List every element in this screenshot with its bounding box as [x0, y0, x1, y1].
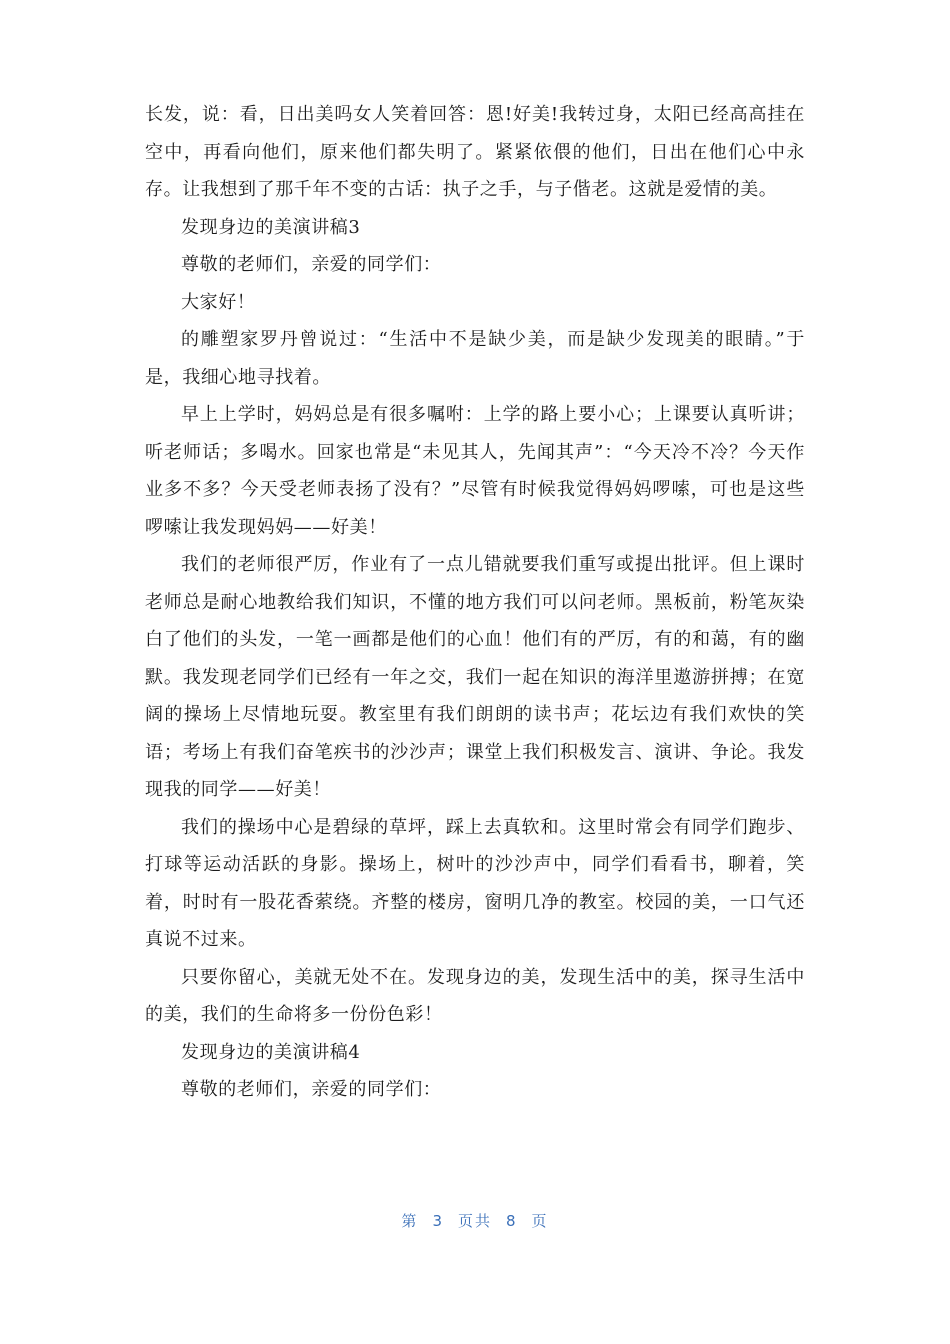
footer-current-page: 3: [432, 1212, 444, 1230]
footer-total-pages: 8: [506, 1212, 518, 1230]
footer-middle: 页共: [457, 1212, 492, 1230]
section-heading: 发现身边的美演讲稿4: [181, 1041, 361, 1063]
document-body: [145, 96, 805, 1109]
paragraph: 的雕塑家罗丹曾说过：“生活中不是缺少美，而是缺少发现美的眼睛。”于是，我细心地寻找着。: [145, 329, 805, 388]
paragraph: 我们的操场中心是碧绿的草坪，踩上去真软和。这里时常会有同学们跑步、打球等运动活跃的身影。操场上，树叶的沙沙声中，同学们看看书，聊着，笑着，时时有一股花香萦绕。齐整的楼房，窗明几净的教室。校园的美，一口气还真说不过来。: [145, 816, 805, 950]
salutation: 尊敬的老师们，亲爱的同学们：: [181, 254, 442, 275]
paragraph: 我们的老师很严厉，作业有了一点儿错就要我们重写或提出批评。但上课时老师总是耐心地教给我们知识，不懂的地方我们可以问老师。黑板前，粉笔灰染白了他们的头发，一笔一画都是他们的心血！他们有的严厉，有的和蔼，有的幽默。我发现老同学们已经有一年之交，我们一起在知识的海洋里遨游拼搏；在宽阔的操场上尽情地玩耍。教室里有我们朗朗的读书声；花坛边有我们欢快的笑语；考场上有我们奋笔疾书的沙沙声；课堂上我们积极发言、演讲、争论。我发现我的同学——好美！: [145, 554, 805, 800]
footer-suffix: 页: [531, 1212, 549, 1230]
paragraph: 长发，说：看，日出美吗女人笑着回答：恩!好美!我转过身，太阳已经高高挂在空中，再看向他们，原来他们都失明了。紧紧依偎的他们，日出在他们心中永存。让我想到了那千年不变的古话：执子之手，与子偕老。这就是爱情的美。: [145, 104, 805, 200]
greeting: 大家好！: [181, 291, 256, 313]
salutation: 尊敬的老师们，亲爱的同学们：: [181, 1079, 442, 1100]
footer-prefix: 第: [401, 1212, 419, 1230]
page-footer: [0, 1210, 950, 1231]
paragraph: 早上上学时，妈妈总是有很多嘱咐：上学的路上要小心；上课要认真听讲；听老师话；多喝水。回家也常是“未见其人，先闻其声”：“今天冷不冷？今天作业多不多？今天受老师表扬了没有？”尽管有时候我觉得妈妈啰嗦，可也是这些啰嗦让我发现妈妈——好美！: [145, 404, 805, 538]
section-heading: 发现身边的美演讲稿3: [181, 216, 361, 238]
paragraph: 只要你留心，美就无处不在。发现身边的美，发现生活中的美，探寻生活中的美，我们的生命将多一份份色彩！: [145, 966, 805, 1025]
